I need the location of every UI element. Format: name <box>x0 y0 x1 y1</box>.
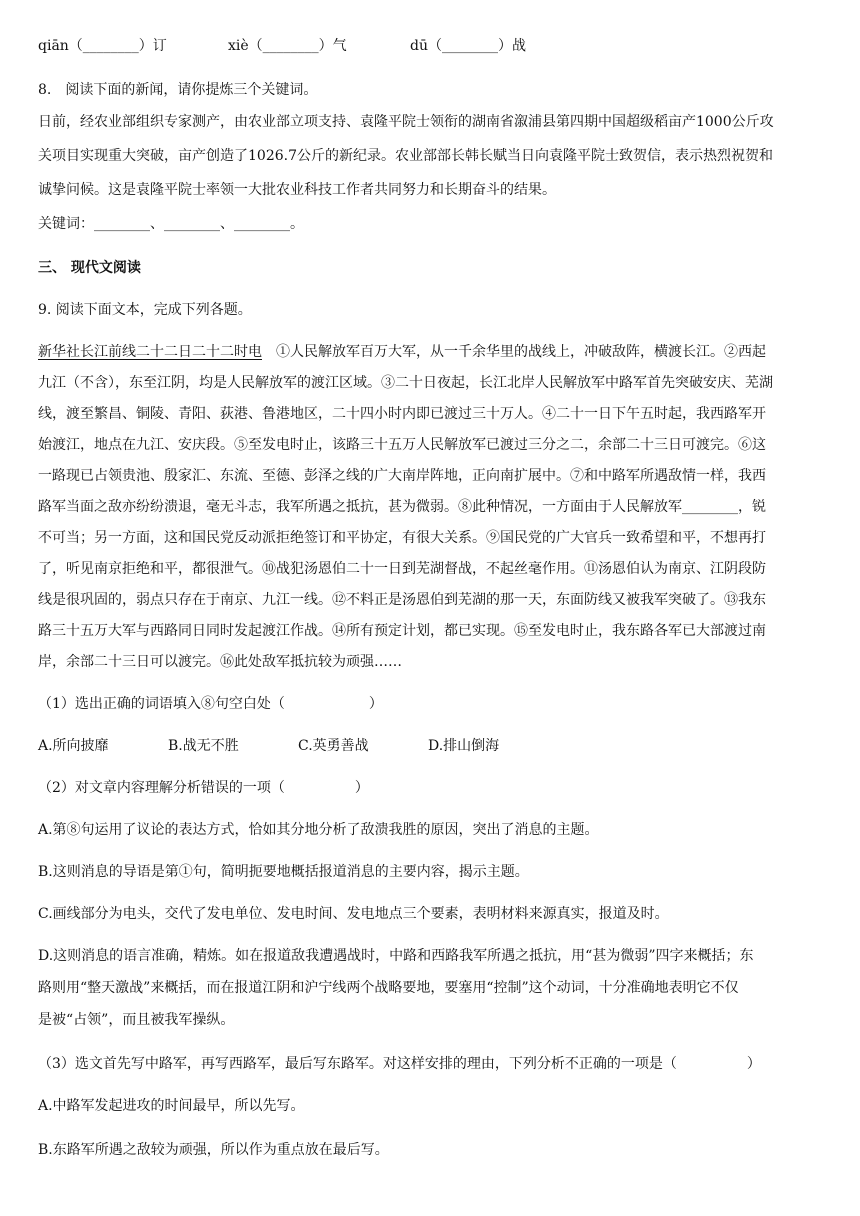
pinyin-item-2: xiè（________）气 <box>228 38 347 54</box>
subquestion-3-option-a: A.中路军发起进攻的时间最早，所以先写。 <box>38 1098 305 1114</box>
subquestion-2-option-d-line-3: 是被“占领”，而且被我军操纵。 <box>38 1012 235 1028</box>
subquestion-3: （3）选文首先写中路军，再写西路军，最后写东路军。对这样安排的理由，下列分析不正确的一项是（ ） <box>38 1056 761 1072</box>
passage-line-1 <box>38 342 766 362</box>
news-line-3: 诚挚问候。这是袁隆平院士率领一大批农业科技工作者共同努力和长期奋斗的结果。 <box>38 182 556 198</box>
passage-text: ①人民解放军百万大军，从一千余华里的战线上，冲破敌阵，横渡长江。②西起 <box>262 344 766 360</box>
option-c: C.英勇善战 <box>298 738 369 754</box>
subquestion-2-option-b: B.这则消息的导语是第①句，简明扼要地概括报道消息的主要内容，揭示主题。 <box>38 864 529 880</box>
subquestion-2-option-a: A.第⑧句运用了议论的表达方式，恰如其分地分析了敌溃我胜的原因，突出了消息的主题。 <box>38 822 599 838</box>
passage-line-7: 不可当；另一方面，这和国民党反动派拒绝签订和平协定，有很大关系。⑨国民党的广大官兵一致希望和平，不想再打 <box>38 530 766 546</box>
news-line-1: 日前，经农业部组织专家测产，由农业部立项支持、袁隆平院士领衔的湖南省溆浦县第四期中国超级稻亩产1000公斤攻 <box>38 114 774 130</box>
passage-line-10: 路三十五万大军与西路同日同时发起渡江作战。⑭所有预定计划，都已实现。⑮至发电时止，我东路各军已大部渡过南 <box>38 623 766 639</box>
subquestion-1: （1）选出正确的词语填入⑧句空白处（ ） <box>38 696 383 712</box>
question-9-title: 9. 阅读下面文本，完成下列各题。 <box>38 302 252 318</box>
passage-line-9: 线是很巩固的，弱点只存在于南京、九江一线。⑫不料正是汤恩伯到芜湖的那一天，东面防线又被我军突破了。⑬我东 <box>38 592 766 608</box>
news-line-2: 关项目实现重大突破，亩产创造了1026.7公斤的新纪录。农业部部长韩长赋当日向袁隆平院士致贺信，表示热烈祝贺和 <box>38 148 773 164</box>
section-heading: 三、 现代文阅读 <box>38 260 141 276</box>
passage-line-2: 九江（不含），东至江阴，均是人民解放军的渡江区域。③二十日夜起，长江北岸人民解放军中路军首先突破安庆、芜湖 <box>38 375 773 391</box>
passage-line-5: 一路现已占领贵池、殷家汇、东流、至德、彭泽之线的广大南岸阵地，正向南扩展中。⑦和中路军所遇敌情一样，我西 <box>38 468 766 484</box>
subquestion-2-option-c: C.画线部分为电头，交代了发电单位、发电时间、发电地点三个要素，表明材料来源真实，报道及时。 <box>38 906 669 922</box>
passage-line-4: 始渡江，地点在九江、安庆段。⑤至发电时止，该路三十五万人民解放军已渡过三分之二，余部二十三日可渡完。⑥这 <box>38 437 766 453</box>
subquestion-2: （2）对文章内容理解分析错误的一项（ ） <box>38 780 369 796</box>
passage-line-6: 路军当面之敌亦纷纷溃退，毫无斗志，我军所遇之抵抗，甚为微弱。⑧此种情况，一方面由于人民解放军________，锐 <box>38 499 766 515</box>
passage-line-3: 线，渡至繁昌、铜陵、青阳、荻港、鲁港地区，二十四小时内即已渡过三十万人。④二十一日下午五时起，我西路军开 <box>38 406 766 422</box>
option-b: B.战无不胜 <box>168 738 239 754</box>
keywords-blank: 关键词：________、________、________。 <box>38 216 304 232</box>
option-a: A.所向披靡 <box>38 738 109 754</box>
option-d: D.排山倒海 <box>428 738 500 754</box>
subquestion-2-option-d-line-1: D.这则消息的语言准确，精炼。如在报道敌我遭遇战时，中路和西路我军所遇之抵抗，用“甚为微弱”四字来概括；东 <box>38 948 754 964</box>
question-8-title: 8. 阅读下面的新闻，请你提炼三个关键词。 <box>38 82 318 98</box>
passage-line-8: 了，听见南京拒绝和平，都很泄气。⑩战犯汤恩伯二十一日到芜湖督战，不起丝毫作用。⑪汤恩伯认为南京、江阴段防 <box>38 561 766 577</box>
pinyin-item-3: dū（________）战 <box>410 38 526 54</box>
subquestion-3-option-b: B.东路军所遇之敌较为顽强，所以作为重点放在最后写。 <box>38 1142 389 1158</box>
passage-line-11: 岸，余部二十三日可以渡完。⑯此处敌军抵抗较为顽强…… <box>38 654 402 670</box>
subquestion-2-option-d-line-2: 路则用“整天激战”来概括，而在报道江阴和沪宁线两个战略要地，要塞用“控制”这个动词，十分准确地表明它不仅 <box>38 980 739 996</box>
pinyin-item-1: qiān（________）订 <box>38 38 167 54</box>
dateline: 新华社长江前线二十二日二十二时电 <box>38 344 262 360</box>
